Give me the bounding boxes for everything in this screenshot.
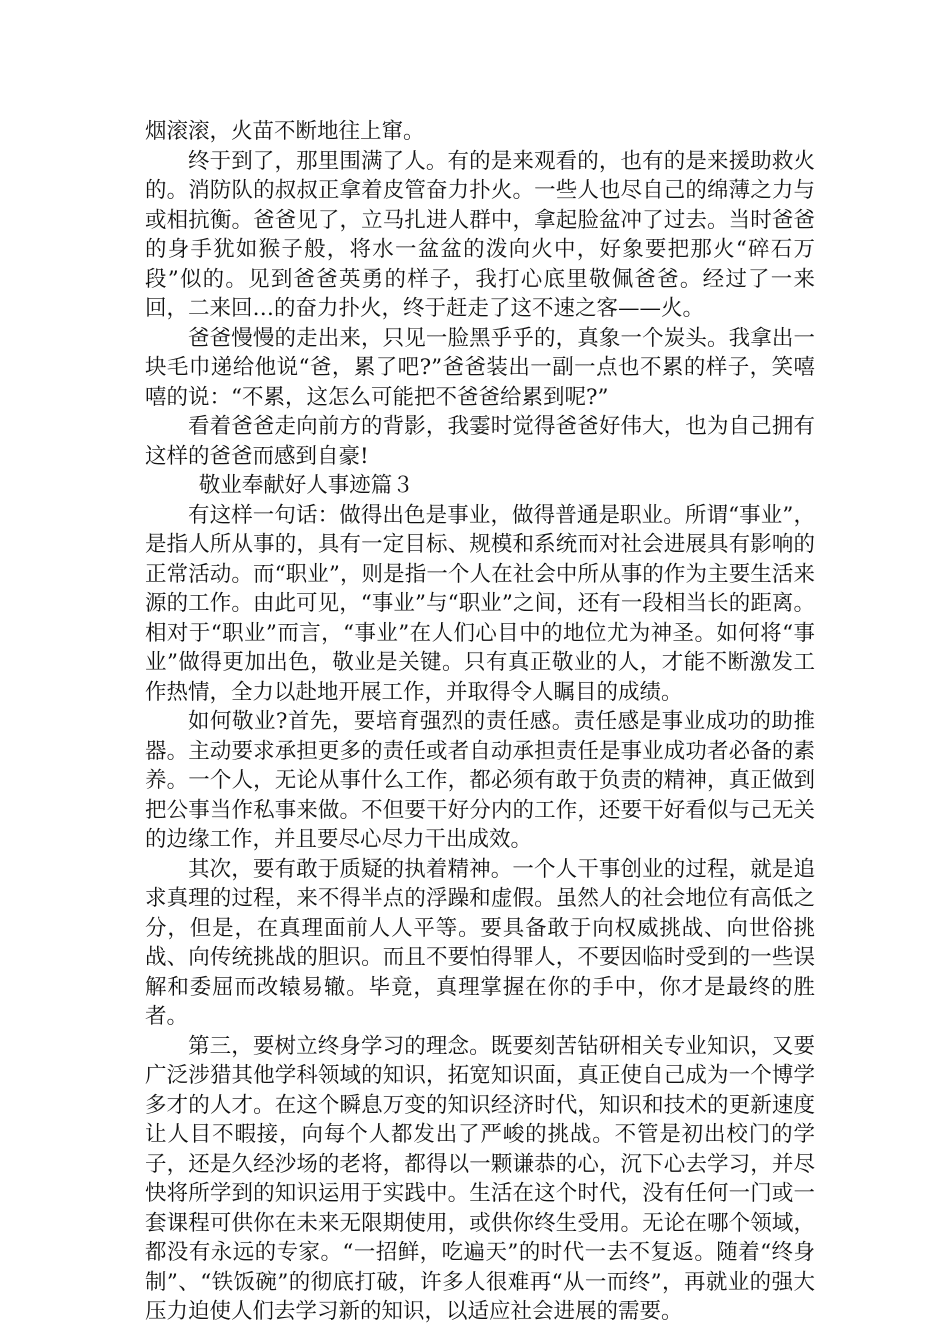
section-heading: 敬业奉献好人事迹篇３ bbox=[198, 473, 414, 498]
paragraph-5: 有这样一句话：做得出色是事业，做得普通是职业。所谓“事业”，是指人所从事的，具有一定目标、规模和系统而对社会进展具有影响的正常活动。而“职业”，则是指一个人在社会中所从事的作为主要生活来源的工作。由此可见，“事业”与“职业”之间，还有一段相当长的距离。相对于“职业”而言，“事业”在人们心目中的地位尤为神圣。如何将“事业”做得更加出色，敬业是关键。只有真正敬业的人，才能不断激发工作热情，全力以赴地开展工作，并取得令人瞩目的成绩。 bbox=[145, 502, 815, 705]
paragraph-8: 第三，要树立终身学习的理念。既要刻苦钻研相关专业知识，又要广泛涉猎其他学科领域的知识，拓宽知识面，真正使自己成为一个博学多才的人才。在这个瞬息万变的知识经济时代，知识和技术的更新速度让人目不暇接，向每个人都发出了严峻的挑战。不管是初出校门的学子，还是久经沙场的老将，都得以一颗谦恭的心，沉下心去学习，并尽快将所学到的知识运用于实践中。生活在这个时代，没有任何一门或一套课程可供你在未来无限期使用，或供你终生受用。无论在哪个领域，都没有永远的专家。“一招鲜，吃遍天”的时代一去不复返。随着“终身制”、“铁饭碗”的彻底打破，许多人很难再“从一而终”，再就业的强大压力迫使人们去学习新的知识，以适应社会进展的需要。 bbox=[145, 1033, 815, 1324]
paragraph-4: 看着爸爸走向前方的背影，我霎时觉得爸爸好伟大，也为自己拥有这样的爸爸而感到自豪! bbox=[145, 414, 815, 469]
paragraph-3: 爸爸慢慢的走出来，只见一脸黑乎乎的，真象一个炭头。我拿出一块毛巾递给他说“爸，累了吧?”爸爸装出一副一点也不累的样子，笑嘻嘻的说：“不累，这怎么可能把不爸爸给累到呢?” bbox=[145, 325, 815, 410]
paragraph-1: 烟滚滚，火苗不断地往上窜。 bbox=[145, 119, 425, 144]
paragraph-6: 如何敬业?首先，要培育强烈的责任感。责任感是事业成功的助推器。主动要求承担更多的责任或者自动承担责任是事业成功者必备的素养。一个人，无论从事什么工作，都必须有敢于负责的精神，真正做到把公事当作私事来做。不但要干好分内的工作，还要干好看似与己无关的边缘工作，并且要尽心尽力干出成效。 bbox=[145, 709, 815, 852]
paragraph-7: 其次，要有敢于质疑的执着精神。一个人干事创业的过程，就是追求真理的过程，来不得半点的浮躁和虚假。虽然人的社会地位有高低之分，但是，在真理面前人人平等。要具备敢于向权威挑战、向世俗挑战、向传统挑战的胆识。而且不要怕得罪人，不要因临时受到的一些误解和委屈而改辕易辙。毕竟，真理掌握在你的手中，你才是最终的胜者。 bbox=[145, 856, 815, 1029]
document-page bbox=[145, 117, 815, 1327]
paragraph-2: 终于到了，那里围满了人。有的是来观看的，也有的是来援助救火的。消防队的叔叔正拿着皮管奋力扑火。一些人也尽自己的绵薄之力与或相抗衡。爸爸见了，立马扎进人群中，拿起脸盆冲了过去。当时爸爸的身手犹如猴子般，将水一盆盆的泼向火中，好象要把那火“碎石万段”似的。见到爸爸英勇的样子，我打心底里敬佩爸爸。经过了一来回，二来回…的奋力扑火，终于赶走了这不速之客——火。 bbox=[145, 148, 815, 321]
